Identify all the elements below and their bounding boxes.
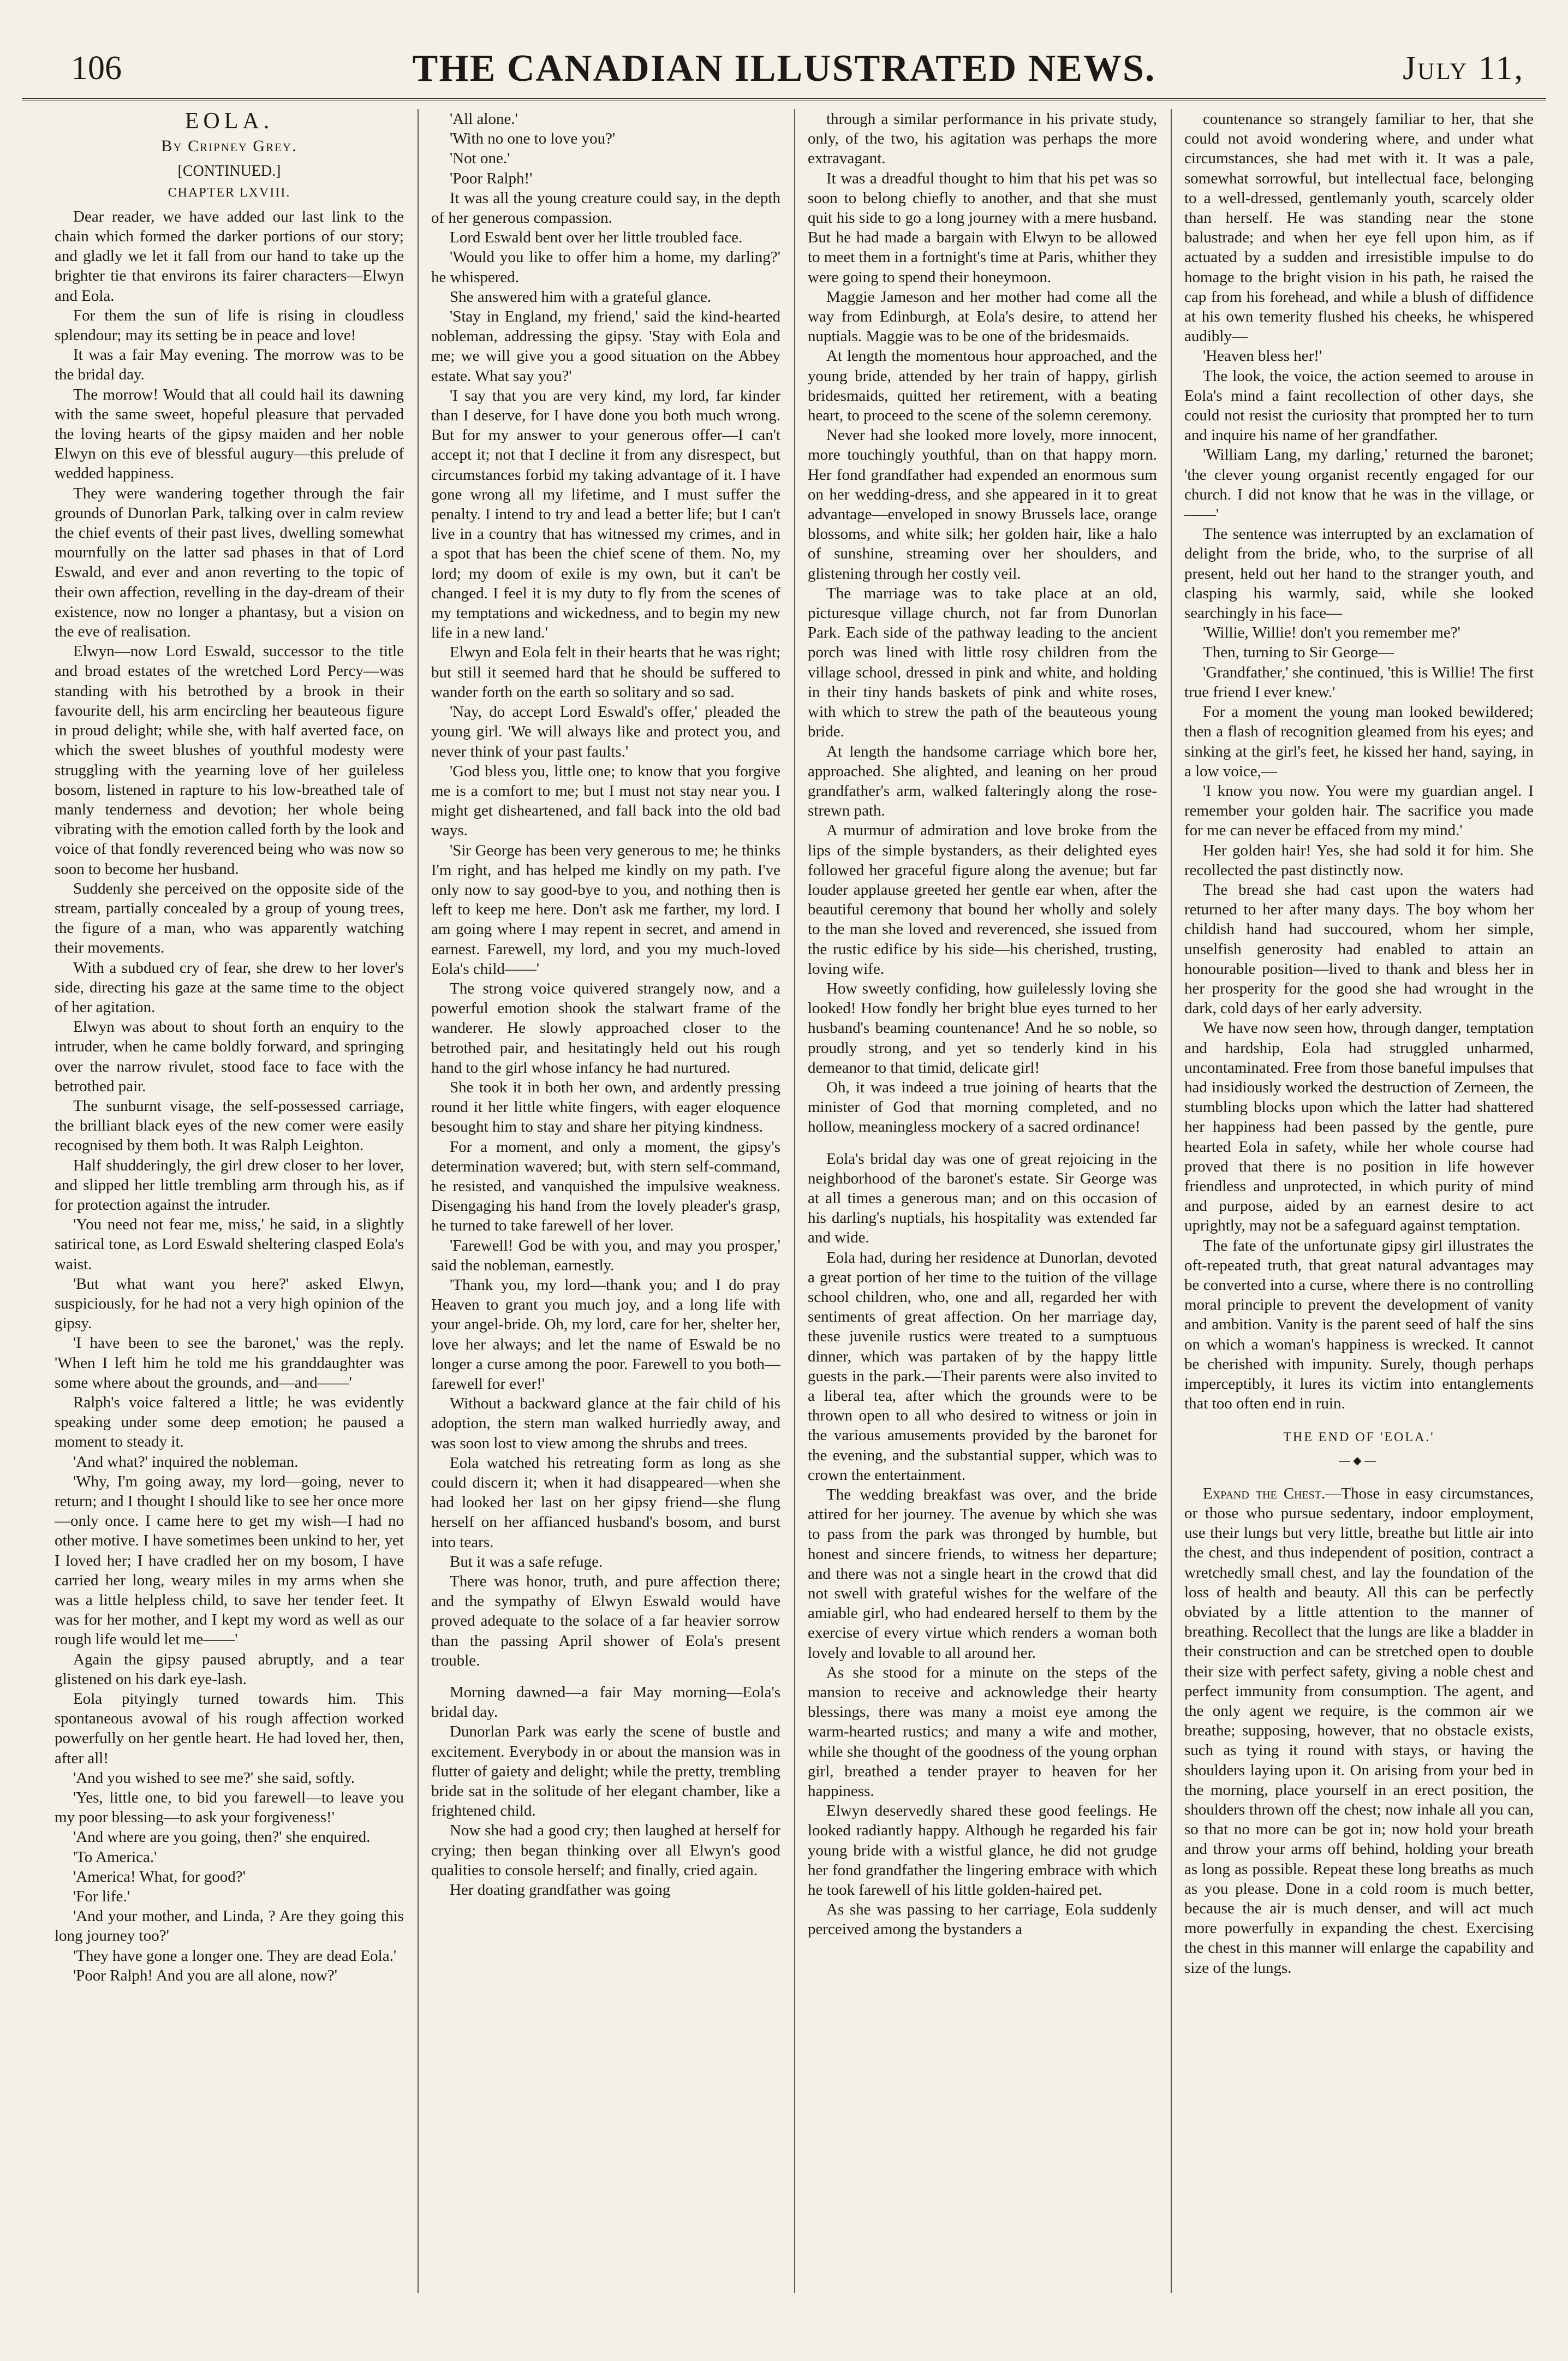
story-byline: By Cripney Grey. xyxy=(161,137,297,156)
story-paragraph: She answered him with a grateful glance. xyxy=(450,288,712,306)
story-paragraph: Elwyn was about to shout forth an enquiry to the intruder, when he came boldly forward, and springing over the narrow rivulet, stood face to face with the betrothed pair. xyxy=(55,1018,404,1095)
section-break xyxy=(431,1670,780,1682)
story-paragraph: Without a backward glance at the fair child of his adoption, the stern man walked hurriedly away, and was soon lost to view among the shrubs and trees. xyxy=(431,1395,780,1452)
issue-date: July 11, xyxy=(1403,50,1524,87)
column-rule xyxy=(794,109,795,2293)
story-paragraph: countenance so strangely familiar to her, that she could not avoid wondering where, and under what circumstances, she had met with it. It was a pale, somewhat sorrowful, but intellectual face, belonging to a well-dressed, gentlemanly youth, scarcely older than herself. He was standing near the stone balustrade; and when her eye fell upon him, as if actuated by a sudden and irresistible impulse to do homage to the bright vision in his path, he raised the cap from his forehead, and while a blush of diffidence at his own temerity flushed his cheeks, he whispered audibly— xyxy=(1184,110,1534,346)
story-paragraph: 'America! What, for good?' xyxy=(73,1868,246,1886)
column-body xyxy=(431,109,780,1900)
story-paragraph: 'All alone.' xyxy=(450,110,518,128)
story-paragraph: She took it in both her own, and ardently pressing round it her little white fingers, with eager eloquence besought him to stay and share her pitying kindness. xyxy=(431,1078,780,1136)
story-paragraph: For a moment the young man looked bewildered; then a flash of recognition gleamed from his eyes; and sinking at the girl's feet, he kissed her hand, saying, in a low voice,— xyxy=(1184,703,1534,780)
story-paragraph: As she stood for a minute on the steps of the mansion to receive and acknowledge their hearty blessings, there was many a moist eye among the warm-hearted rustics; and many a wife and mother, while she thought of the goodness of the young orphan girl, breathed a tender prayer to heaven for her happiness. xyxy=(808,1663,1157,1800)
story-paragraph: 'Heaven bless her!' xyxy=(1203,347,1322,365)
column-body xyxy=(808,109,1157,1940)
story-paragraph: Maggie Jameson and her mother had come all the way from Edinburgh, at Eola's desire, to attend her nuptials. Maggie was to be one of the bridesmaids. xyxy=(808,288,1157,346)
story-paragraph: 'God bless you, little one; to know that you forgive me is a comfort to me; but I must not stay near you. I might get disheartened, and fall back into the old bad ways. xyxy=(431,762,780,840)
story-paragraph: 'Why, I'm going away, my lord—going, never to return; and I thought I should like to see her once more—only once. I came here to get my wish—I had no other motive. I have sometimes been unkind to her, yet I loved her; I have cradled her on my bosom, I have carried her long, weary miles in my arms when she was a little helpless child, to save her tender feet. It was for her mother, and I kept my word as well as our rough life would let me——' xyxy=(55,1472,404,1649)
columns xyxy=(55,109,1534,2293)
story-paragraph: The strong voice quivered strangely now, and a powerful emotion shook the stalwart frame of the wanderer. He slowly approached closer to the betrothed pair, and hesitatingly held out his rough hand to the girl whose infancy he had nurtured. xyxy=(431,979,780,1077)
story-paragraph: 'Sir George has been very generous to me; he thinks I'm right, and has helped me kindly on my path. I've only now to say good-bye to you, and nothing then is left to keep me here. Don't ask me farther, my lord. I am going where I may repent in secret, and amend in earnest. Farewell, my lord, and you my much-loved Eola's child——' xyxy=(431,841,780,978)
story-paragraph: The marriage was to take place at an old, picturesque village church, not far from Dunorlan Park. Each side of the pathway leading to the ancient porch was lined with little rosy children from the village school, dressed in pink and white, and holding in their tiny hands baskets of pink and white roses, with which to strew the path of the beauteous young bride. xyxy=(808,584,1157,741)
article-lead: Expand the Chest. xyxy=(1203,1484,1326,1502)
section-break xyxy=(808,1137,1157,1149)
story-paragraph: Elwyn—now Lord Eswald, successor to the title and broad estates of the wretched Lord Percy—was standing with his betrothed by a brook in their favourite dell, his arm encircling her beauteous figure in proud delight; while she, with half averted face, on which the sweet blushes of youthful modesty were struggling with the yearning love of her guileless bosom, listened in rapture to his low-breathed tale of manly tenderness and devotion; her whole being vibrating with the emotion called forth by the look and voice of that fondly reverenced being who was now so soon to become her husband. xyxy=(55,643,404,878)
end-note: THE END OF 'EOLA.' xyxy=(1283,1430,1435,1445)
story-paragraph: Morning dawned—a fair May morning—Eola's bridal day. xyxy=(431,1684,780,1721)
story-paragraph: It was a fair May evening. The morrow was to be the bridal day. xyxy=(55,346,404,384)
continued-label: [CONTINUED.] xyxy=(177,163,281,180)
story-paragraph: 'But what want you here?' asked Elwyn, suspiciously, for he had not a very high opinion of the gipsy. xyxy=(55,1275,404,1333)
story-paragraph: 'Yes, little one, to bid you farewell—to leave you my poor blessing—to ask your forgiveness!' xyxy=(55,1789,404,1827)
story-paragraph: Then, turning to Sir George— xyxy=(1203,644,1394,662)
story-paragraph: Her doating grandfather was going xyxy=(450,1881,671,1899)
column-rule xyxy=(418,109,419,2293)
story-paragraph: It was all the young creature could say, in the depth of her generous compassion. xyxy=(431,189,780,227)
story-paragraph: With a subdued cry of fear, she drew to her lover's side, directing his gaze at the same time to the object of her agitation. xyxy=(55,959,404,1016)
story-paragraph: 'Willie, Willie! don't you remember me?' xyxy=(1203,624,1460,642)
column-body xyxy=(1184,109,1534,1413)
story-paragraph: Dunorlan Park was early the scene of bustle and excitement. Everybody in or about the mansion was in flutter of gaiety and delight; while the pretty, trembling bride sat in the solitude of her elegant chamber, like a frightened child. xyxy=(431,1723,780,1820)
story-paragraph: As she was passing to her carriage, Eola suddenly perceived among the bystanders a xyxy=(808,1901,1157,1938)
story-paragraph: 'And you wished to see me?' she said, softly. xyxy=(73,1769,355,1787)
story-paragraph: 'Poor Ralph!' xyxy=(450,169,533,187)
story-paragraph: A murmur of admiration and love broke from the lips of the simple bystanders, as their delighted eyes followed her graceful figure along the avenue; but far louder applause greeted her gentle ear when, after the beautiful ceremony that bound her wholly and solely to the man she loved and reverenced, she issued from the rustic edifice by his side—his cherished, trusting, loving wife. xyxy=(808,822,1157,978)
article-paragraph xyxy=(1184,1484,1534,1978)
story-paragraph: Eola had, during her residence at Dunorlan, devoted a great portion of her time to the tuition of the village school children, who, one and all, regarded her with sentiments of great affection. On her marriage day, these juvenile rustics were treated to a sumptuous dinner, which was partaken of by the happy little guests in the park.—Their parents were also invited to a liberal tea, after which the grounds were to be thrown open to all who desired to witness or join in the various amusements provided by the baronet for the evening, and the substantial supper, which was to crown the entertainment. xyxy=(808,1248,1157,1484)
story-paragraph: 'Would you like to offer him a home, my darling?' he whispered. xyxy=(431,248,780,286)
story-paragraph: 'With no one to love you?' xyxy=(450,130,616,148)
story-paragraph: 'William Lang, my darling,' returned the baronet; 'the clever young organist recently engaged for our church. I did not know that he was in the village, or——' xyxy=(1184,446,1534,524)
story-paragraph: 'I have been to see the baronet,' was the reply. 'When I left him he told me his granddaughter was some where about the grounds, and—and——' xyxy=(55,1334,404,1391)
story-paragraph: Oh, it was indeed a true joining of hearts that the minister of God that morning completed, and no hollow, meaningless mockery of a sacred ordinance! xyxy=(808,1078,1157,1136)
story-paragraph: 'You need not fear me, miss,' he said, in a slightly satirical tone, as Lord Eswald sheltering clasped Eola's waist. xyxy=(55,1216,404,1273)
story-paragraph: 'Grandfather,' she continued, 'this is Willie! The first true friend I ever knew.' xyxy=(1184,663,1534,701)
column-rule xyxy=(1171,109,1172,2293)
story-paragraph: Suddenly she perceived on the opposite side of the stream, partially concealed by a group of young trees, the figure of a man, who was apparently watching their movements. xyxy=(55,879,404,957)
story-paragraph: But it was a safe refuge. xyxy=(450,1553,603,1571)
story-paragraph: Ralph's voice faltered a little; he was evidently speaking under some deep emotion; he paused a moment to steady it. xyxy=(55,1394,404,1451)
story-paragraph: 'Farewell! God be with you, and may you prosper,' said the nobleman, earnestly. xyxy=(431,1236,780,1274)
column-3 xyxy=(808,109,1157,2293)
column-4 xyxy=(1184,109,1534,2293)
story-paragraph: 'They have gone a longer one. They are dead Eola.' xyxy=(73,1947,397,1965)
story-paragraph: 'To America.' xyxy=(73,1848,157,1866)
masthead xyxy=(22,33,1546,100)
story-title: EOLA. xyxy=(184,109,274,134)
story-paragraph: Eola's bridal day was one of great rejoicing in the neighborhood of the baronet's estate. Sir George was at all times a generous man; and on this occasion of his darling's nuptials, his hospitality was extended far and wide. xyxy=(808,1150,1157,1247)
column-2 xyxy=(431,109,780,2293)
story-paragraph: Half shudderingly, the girl drew closer to her lover, and slipped her little trembling arm through his, as if for protection against the intruder. xyxy=(55,1156,404,1214)
column-1 xyxy=(55,109,404,2293)
story-paragraph: Lord Eswald bent over her little troubled face. xyxy=(450,229,743,247)
story-paragraph: Eola pityingly turned towards him. This spontaneous avowal of his rough affection worked powerfully on her gentle heart. He had loved her, then, after all! xyxy=(55,1690,404,1767)
story-paragraph: The morrow! Would that all could hail its dawning with the same sweet, hopeful pleasure that pervaded the loving hearts of the gipsy maiden and her noble Elwyn on this eve of blessful augury—this prelude of wedded happiness. xyxy=(55,385,404,483)
story-paragraph: 'Nay, do accept Lord Eswald's offer,' pleaded the young girl. 'We will always like and protect you, and never think of your past faults.' xyxy=(431,703,780,760)
story-paragraph: Eola watched his retreating form as long as she could discern it; when it had disappeared—when she had looked her last on her gipsy friend—she flung herself on her affianced husband's bosom, and burst into tears. xyxy=(431,1454,780,1551)
story-paragraph: Her golden hair! Yes, she had sold it for him. She recollected the past distinctly now. xyxy=(1184,841,1534,879)
story-paragraph: 'Not one.' xyxy=(450,150,510,168)
story-paragraph: 'And where are you going, then?' she enquired. xyxy=(73,1828,371,1846)
story-paragraph: They were wandering together through the fair grounds of Dunorlan Park, talking over in calm review the chief events of their past lives, dwelling somewhat mournfully on the latter sad phases in that of Lord Eswald, and ever and anon reverting to the topic of their own affection, revelling in the day-dream of their existence, now no longer a phantasy, but a vision on the eve of realisation. xyxy=(55,484,404,641)
story-paragraph: 'Thank you, my lord—thank you; and I do pray Heaven to grant you much joy, and a long life with your angel-bride. Oh, my lord, care for her, shelter her, love her always; and let the name of Eswald be no longer a curse among the poor. Farewell to you both—farewell for ever!' xyxy=(431,1276,780,1393)
story-paragraph: 'And what?' inquired the nobleman. xyxy=(73,1453,299,1471)
article-text: —Those in easy circumstances, or those who pursue sedentary, indoor employment, use their lungs but very little, breathe but little air into the chest, and thus independent of position, contract a wretchedly small chest, and lay the foundation of the loss of health and beauty. All this can be perfectly obviated by a little attention to the manner of breathing. Recollect that the lungs are like a bladder in their construction and can be stretched open to double their size with perfect safety, giving a noble chest and perfect immunity from consumption. The agent, and the only agent we require, is the common air we breathe; supposing, however, that no obstacle exists, such as tying it round with stays, or having the shoulders laying upon it. On arising from your bed in the morning, place yourself in an erect position, the shoulders thrown off the chest; now inhale all you can, so that no more can be got in; now hold your breath and throw your arms off behind, holding your breath as long as possible. Repeat these long breaths as much as you please. Done in a cold room is much better, because the air is much denser, and will act much more powerfully in expanding the chest. Exercising the chest in this manner will enlarge the capability and size of the lungs. xyxy=(1184,1484,1534,1977)
story-paragraph: 'And your mother, and Linda, ? Are they going this long journey too?' xyxy=(55,1907,404,1945)
story-paragraph: At length the momentous hour approached, and the young bride, attended by her train of happy, girlish bridesmaids, quitted her retirement, with a beating heart, to proceed to the scene of the solemn ceremony. xyxy=(808,347,1157,425)
story-paragraph: The look, the voice, the action seemed to arouse in Eola's mind a faint recollection of other days, she could not resist the curiosity that prompted her to turn and inquire his name of her grandfather. xyxy=(1184,367,1534,444)
story-paragraph: 'Poor Ralph! And you are all alone, now?' xyxy=(73,1966,338,1984)
story-paragraph: The sunburnt visage, the self-possessed carriage, the brilliant black eyes of the new comer were easily recognised by them both. It was Ralph Leighton. xyxy=(55,1097,404,1155)
story-paragraph: There was honor, truth, and pure affection there; and the sympathy of Elwyn Eswald would have proved adequate to the solace of a far heavier sorrow than the passing April shower of Eola's present trouble. xyxy=(431,1573,780,1669)
story-paragraph: Elwyn and Eola felt in their hearts that he was right; but still it seemed hard that he should be suffered to wander forth on the earth so solitary and so sad. xyxy=(431,644,780,701)
story-paragraph: Never had she looked more lovely, more innocent, more touchingly youthful, than on that happy morn. Her fond grandfather had expended an enormous sum on her wedding-dress, and she appeared in it to great advantage—enveloped in snowy Brussels lace, orange blossoms, and white silk; her golden hair, like a halo of sunshine, streaming over her shoulders, and glistening through her costly veil. xyxy=(808,426,1157,582)
story-paragraph: The wedding breakfast was over, and the bride attired for her journey. The avenue by which she was to pass from the park was thronged by humble, but honest and sincere friends, to witness her departure; and there was not a single heart in the crowd that did not swell with grateful wishes for the welfare of the amiable girl, who had endeared herself to them by the exercise of every virtue which renders a woman both lovely and lovable to all around her. xyxy=(808,1486,1157,1662)
story-paragraph: It was a dreadful thought to him that his pet was so soon to belong chiefly to another, and that she must quit his side to go a long journey with a mere husband. But he had made a bargain with Elwyn to be allowed to meet them in a fortnight's time at Paris, whither they were going to spend their honeymoon. xyxy=(808,169,1157,286)
story-paragraph: 'For life.' xyxy=(73,1888,130,1906)
story-paragraph: At length the handsome carriage which bore her, approached. She alighted, and leaning on her proud grandfather's arm, walked falteringly along the rose-strewn path. xyxy=(808,742,1157,820)
story-paragraph: We have now seen how, through danger, temptation and hardship, Eola had struggled unharmed, uncontaminated. Free from those baneful impulses that had insidiously worked the destruction of Zerneen, the stumbling blocks upon which the latter had shattered her happiness had been passed by the gentle, pure hearted Eola in safety, while her whole course had proved that there is no position in life however friendless and unprotected, in which purity of mind and purpose, aided by an earnest desire to act uprightly, may not be a safeguard against temptation. xyxy=(1184,1019,1534,1235)
divider-ornament: —◆— xyxy=(1339,1454,1379,1467)
story-paragraph: For a moment, and only a moment, the gipsy's determination wavered; but, with stern self-command, he resisted, and vanquished the impulsive weakness. Disengaging his hand from the lovely pleader's grasp, he turned to take farewell of her lover. xyxy=(431,1138,780,1235)
story-paragraph: Dear reader, we have added our last link to the chain which formed the darker portions of our story; and gladly we let it fall from our hand to take up the brighter tie that environs its fairer characters—Elwyn and Eola. xyxy=(55,207,404,305)
story-paragraph: Again the gipsy paused abruptly, and a tear glistened on his dark eye-lash. xyxy=(55,1650,404,1688)
story-paragraph: The fate of the unfortunate gipsy girl illustrates the oft-repeated truth, that great natural advantages may be converted into a curse, where there is no controlling moral principle to prevent the development of vanity and ambition. Vanity is the parent seed of half the sins on which a woman's happiness is wrecked. It cannot be cherished with impunity. Surely, though perhaps imperceptibly, it lures its victim into entanglements that too often end in ruin. xyxy=(1184,1236,1534,1413)
story-paragraph: 'I say that you are very kind, my lord, far kinder than I deserve, for I have done you both much wrong. But for my answer to your generous offer—I can't accept it; not that I decline it from any disrespect, but circumstances forbid my taking advantage of it. I have gone wrong all my lifetime, and I must suffer the penalty. I intend to try and lead a better life; but I can't live in a country that has witnessed my crimes, and in a spot that has been the chief scene of them. No, my lord; my doom of exile is my own, but it can't be changed. I feel it is my duty to fly from the scenes of my temptations and wickedness, and to begin my new life in a new land.' xyxy=(431,386,780,642)
page-number: 106 xyxy=(71,50,122,87)
paper-title: THE CANADIAN ILLUSTRATED NEWS. xyxy=(412,47,1156,90)
story-paragraph: Now she had a good cry; then laughed at herself for crying; then began thinking over all Elwyn's good qualities to console herself; and finally, cried again. xyxy=(431,1822,780,1879)
story-paragraph: Elwyn deservedly shared these good feelings. He looked radiantly happy. Although he regarded his fair young bride with a wistful glance, he did not grudge her fond grandfather the lingering embrace with which he took farewell of his little golden-haired pet. xyxy=(808,1802,1157,1899)
story-paragraph: The sentence was interrupted by an exclamation of delight from the bride, who, to the surprise of all present, held out her hand to the stranger youth, and clasping his warmly, said, while she looked searchingly in his face— xyxy=(1184,525,1534,622)
story-paragraph: 'I know you now. You were my guardian angel. I remember your golden hair. The sacrifice you made for me can never be effaced from my mind.' xyxy=(1184,782,1534,840)
story-paragraph: 'Stay in England, my friend,' said the kind-hearted nobleman, addressing the gipsy. 'Stay with Eola and me; we will give you a good situation on the Abbey estate. What say you?' xyxy=(431,308,780,385)
story-paragraph: How sweetly confiding, how guilelessly loving she looked! How fondly her bright blue eyes turned to her husband's beaming countenance! And he so noble, so proudly strong, and yet so tenderly kind in his demeanor to that timid, delicate girl! xyxy=(808,979,1157,1077)
story-paragraph: through a similar performance in his private study, only, of the two, his agitation was perhaps the more extravagant. xyxy=(808,110,1157,168)
story-paragraph: For them the sun of life is rising in cloudless splendour; may its setting be in peace and love! xyxy=(55,306,404,344)
story-paragraph: The bread she had cast upon the waters had returned to her after many days. The boy whom her childish hand had succoured, whom her simple, unselfish generosity had enabled to attain an honourable position—lived to thank and bless her in her prosperity for the good she had wrought in the dark, cold days of her early adversity. xyxy=(1184,881,1534,1018)
column-body xyxy=(55,207,404,1985)
chapter-heading: CHAPTER LXVIII. xyxy=(168,185,291,200)
